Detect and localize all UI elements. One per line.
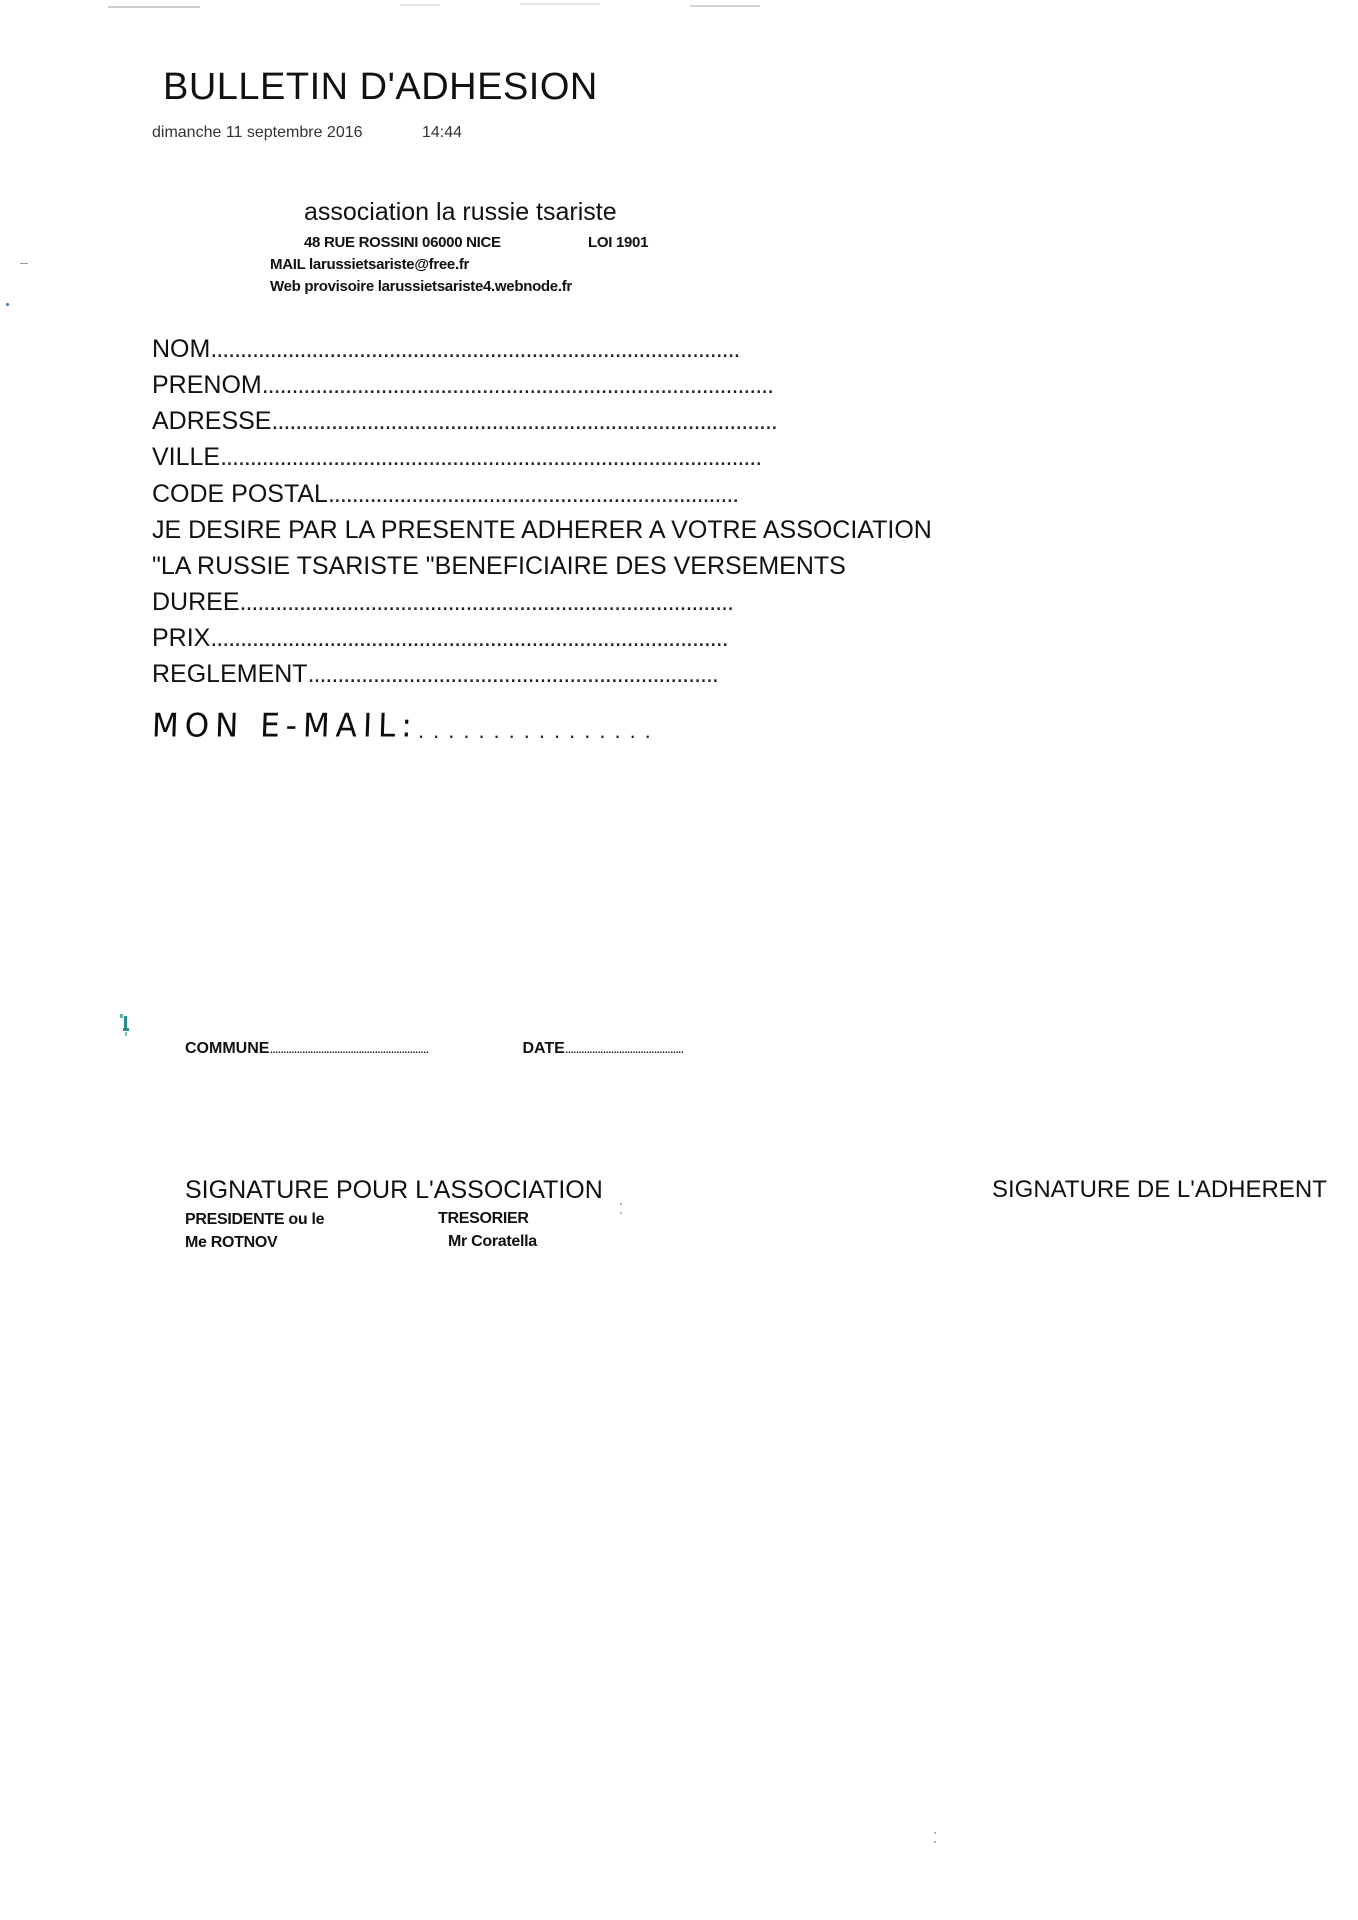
commune-date-row	[185, 1040, 735, 1058]
association-law: LOI 1901	[588, 234, 649, 251]
association-address: 48 RUE ROSSINI 06000 NICE	[304, 234, 501, 251]
field-adresse[interactable]	[152, 404, 777, 438]
field-ville[interactable]	[152, 440, 762, 474]
handwritten-email-label: MON E-MAIL:	[151, 707, 419, 745]
field-label: DUREE	[152, 588, 240, 616]
field-dots: ...................................................................................	[239, 588, 734, 616]
president-label: PRESIDENTE ou le	[185, 1211, 325, 1228]
commune-field[interactable]: ...........................................................	[269, 1040, 429, 1056]
association-web: Web provisoire larussietsariste4.webnode.fr	[270, 278, 572, 295]
field-label: VILLE	[152, 443, 221, 471]
handwritten-email-dots[interactable]: ................	[418, 718, 660, 743]
field-dots: .........................................................................................	[210, 335, 740, 363]
field-reglement[interactable]	[152, 657, 718, 691]
field-dots: ...........................................................................................	[220, 443, 762, 471]
field-nom[interactable]	[152, 332, 740, 366]
field-duree[interactable]	[152, 585, 734, 619]
ink-mark-icon	[118, 1012, 132, 1038]
scan-artifact	[520, 3, 600, 5]
scan-speck	[934, 1832, 936, 1834]
scan-artifact	[690, 5, 760, 7]
association-name: association la russie tsariste	[304, 198, 617, 226]
field-label: REGLEMENT	[152, 660, 308, 688]
document-time: 14:44	[422, 124, 463, 141]
scan-speck	[20, 263, 28, 264]
field-dots: .....................................................................	[307, 660, 718, 688]
field-label: PRENOM	[152, 371, 262, 399]
membership-sentence-line-1: JE DESIRE PAR LA PRESENTE ADHERER A VOTRE ASSOCIATION	[152, 516, 932, 544]
field-label: PRIX	[152, 624, 211, 652]
treasurer-label: TRESORIER	[438, 1210, 529, 1227]
field-code-postal[interactable]	[152, 477, 739, 511]
signature-association-heading: SIGNATURE POUR L'ASSOCIATION	[185, 1176, 603, 1204]
field-dots: ......................................................................................	[261, 371, 774, 399]
field-prenom[interactable]	[152, 368, 774, 402]
date-field[interactable]: ............................................	[564, 1040, 684, 1056]
treasurer-name: Mr Coratella	[448, 1233, 537, 1250]
date-label: DATE	[522, 1040, 565, 1057]
field-dots: .......................................................................................	[210, 624, 728, 652]
scan-speck	[620, 1212, 622, 1214]
field-prix[interactable]	[152, 621, 728, 655]
scan-speck	[934, 1841, 936, 1843]
field-dots: .....................................................................................	[271, 407, 777, 435]
scan-artifact	[108, 6, 200, 8]
field-dots: .....................................................................	[327, 480, 739, 508]
association-mail: MAIL larussietsariste@free.fr	[270, 256, 470, 273]
membership-sentence-line-2: "LA RUSSIE TSARISTE "BENEFICIAIRE DES VERSEMENTS	[152, 552, 846, 580]
scan-artifact	[400, 4, 440, 6]
field-label: ADRESSE	[152, 407, 272, 435]
president-name: Me ROTNOV	[185, 1234, 278, 1251]
document-date: dimanche 11 septembre 2016	[152, 124, 363, 141]
scan-speck	[6, 303, 9, 306]
commune-label: COMMUNE	[185, 1040, 270, 1057]
field-label: CODE POSTAL	[152, 480, 328, 508]
scan-speck	[620, 1203, 622, 1205]
page-title: BULLETIN D'ADHESION	[163, 66, 598, 108]
field-label: NOM	[152, 335, 211, 363]
signature-adherent-heading: SIGNATURE DE L'ADHERENT	[992, 1176, 1327, 1203]
